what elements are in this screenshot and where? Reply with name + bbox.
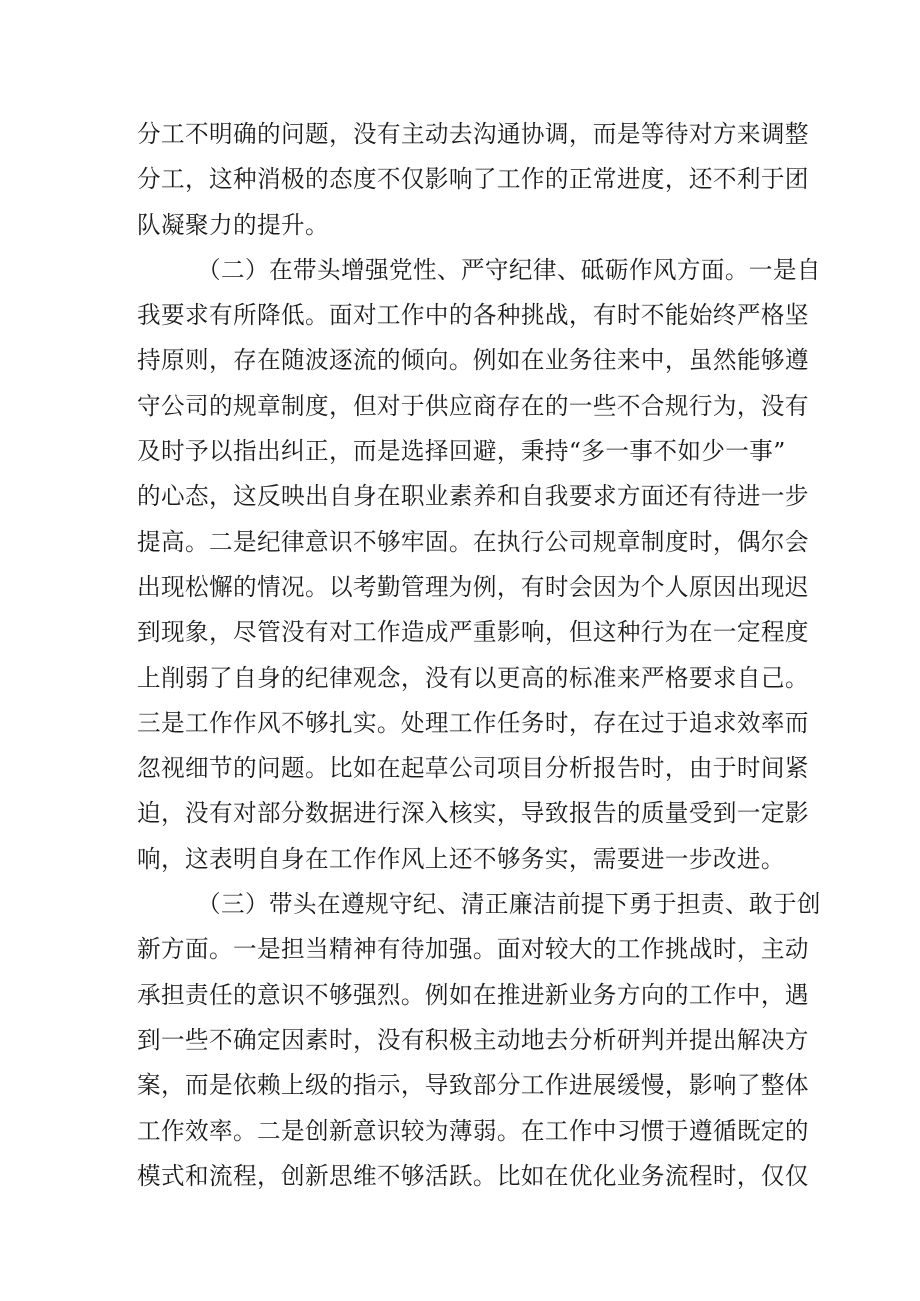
text-line: 分工不明确的问题，没有主动去沟通协调，而是等待对方来调整: [137, 120, 809, 148]
text-line: 到一些不确定因素时，没有积极主动地去分析研判并提出解决方: [137, 1025, 809, 1054]
text-line: 案，而是依赖上级的指示，导致部分工作进展缓慢，影响了整体: [137, 1071, 809, 1100]
text-line: （二）在带头增强党性、严守纪律、砥砺作风方面。一是自: [197, 255, 821, 284]
text-line: 响，这表明自身在工作作风上还不够务实，需要进一步改进。: [137, 844, 785, 873]
paragraph-2: [137, 248, 821, 882]
paragraph-1: [137, 112, 809, 248]
text-line: 分工，这种消极的态度不仅影响了工作的正常进度，还不利于团: [137, 165, 809, 194]
text-line: 新方面。一是担当精神有待加强。面对较大的工作挑战时，主动: [137, 935, 809, 964]
text-line: 提高。二是纪律意识不够牢固。在执行公司规章制度时，偶尔会: [137, 527, 809, 556]
paragraph-3: [137, 882, 821, 1199]
text-line: 持原则，存在随波逐流的倾向。例如在业务往来中，虽然能够遵: [137, 346, 809, 375]
text-line: 模式和流程，创新思维不够活跃。比如在优化业务流程时，仅仅: [137, 1161, 809, 1190]
text-line: 我要求有所降低。面对工作中的各种挑战，有时不能始终严格坚: [137, 301, 809, 330]
text-line: 承担责任的意识不够强烈。例如在推进新业务方向的工作中，遇: [137, 980, 809, 1009]
text-line: 出现松懈的情况。以考勤管理为例，有时会因为个人原因出现迟: [137, 572, 809, 601]
text-line: 守公司的规章制度，但对于供应商存在的一些不合规行为，没有: [137, 391, 809, 420]
document-body: [137, 112, 821, 1199]
text-line: 三是工作作风不够扎实。处理工作任务时，存在过于追求效率而: [137, 708, 809, 737]
text-line: 忽视细节的问题。比如在起草公司项目分析报告时，由于时间紧: [137, 754, 809, 783]
text-line: 的心态，这反映出自身在职业素养和自我要求方面还有待进一步: [137, 482, 809, 511]
text-line: 及时予以指出纠正，而是选择回避，秉持“多一事不如少一事”: [137, 437, 786, 466]
text-line: 上削弱了自身的纪律观念，没有以更高的标准来严格要求自己。: [137, 663, 809, 692]
text-line: （三）带头在遵规守纪、清正廉洁前提下勇于担责、敢于创: [197, 890, 821, 919]
text-line: 到现象，尽管没有对工作造成严重影响，但这种行为在一定程度: [137, 618, 809, 647]
text-line: 工作效率。二是创新意识较为薄弱。在工作中习惯于遵循既定的: [137, 1116, 809, 1145]
text-line: 队凝聚力的提升。: [137, 210, 329, 239]
text-line: 迫，没有对部分数据进行深入核实，导致报告的质量受到一定影: [137, 799, 809, 828]
